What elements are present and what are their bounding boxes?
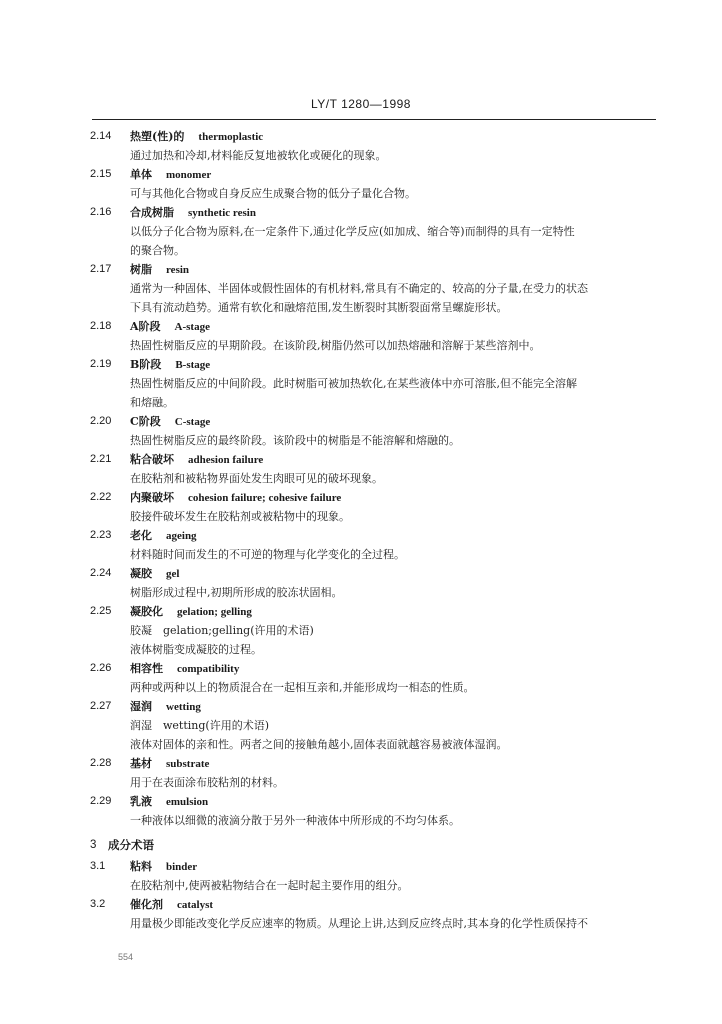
page-number: 554 [118, 952, 134, 962]
term-title [130, 317, 210, 337]
term-row [0, 697, 722, 716]
definition-row [0, 876, 722, 895]
term-english: ageing [166, 530, 197, 542]
definition-text: 在胶粘剂和被粘物界面处发生肉眼可见的破坏现象。 [130, 472, 383, 485]
term-title [130, 754, 209, 774]
term-english: thermoplastic [198, 131, 264, 143]
term-english: binder [166, 861, 198, 873]
term-chinese: 单体 [130, 168, 152, 181]
term-title [130, 857, 197, 877]
term-chinese: B阶段 [130, 358, 162, 371]
term-row [0, 602, 722, 621]
term-number: 2.20 [90, 415, 112, 427]
definition-text: 热固性树脂反应的中间阶段。此时树脂可被加热软化,在某些液体中亦可溶胀,但不能完全溶解 [130, 377, 577, 390]
definition-row [0, 184, 722, 203]
term-title [130, 355, 210, 375]
definition-text: 下具有流动趋势。通常有软化和融熔范围,发生断裂时其断裂面常呈螺旋形状。 [130, 301, 508, 314]
term-english: resin [166, 264, 190, 276]
term-chinese: 相容性 [130, 662, 163, 675]
term-chinese: 粘料 [130, 860, 152, 873]
definition-row [0, 393, 722, 412]
term-chinese: 催化剂 [130, 898, 163, 911]
definition-row [0, 914, 722, 933]
definition-row [0, 678, 722, 697]
term-list [0, 127, 722, 933]
term-chinese: 树脂 [130, 263, 152, 276]
term-chinese: 乳液 [130, 795, 152, 808]
term-number: 2.22 [90, 491, 112, 503]
definition-text: 在胶粘剂中,使两被粘物结合在一起时起主要作用的组分。 [130, 879, 409, 892]
term-title [130, 602, 252, 622]
term-number: 2.29 [90, 795, 112, 807]
term-row [0, 754, 722, 773]
term-row [0, 317, 722, 336]
definition-text: 热固性树脂反应的最终阶段。该阶段中的树脂是不能溶解和熔融的。 [130, 434, 460, 447]
term-row [0, 203, 722, 222]
definition-text: 胶接件破坏发生在胶粘剂或被粘物中的现象。 [130, 510, 350, 523]
definition-text: 的聚合物。 [130, 244, 185, 257]
term-english: emulsion [166, 796, 209, 808]
term-number: 2.14 [90, 130, 112, 142]
term-english: cohesion failure; cohesive failure [188, 492, 342, 504]
definition-text: 可与其他化合物或自身反应生成聚合物的低分子量化合物。 [130, 187, 416, 200]
term-title [130, 165, 211, 185]
term-number: 2.27 [90, 700, 112, 712]
term-english: synthetic resin [188, 207, 256, 219]
definition-text: 液体树脂变成凝胶的过程。 [130, 643, 262, 656]
definition-row [0, 773, 722, 792]
term-english: gelation; gelling [177, 606, 252, 618]
term-title [130, 260, 189, 280]
term-row [0, 450, 722, 469]
definition-text: 热固性树脂反应的早期阶段。在该阶段,树脂仍然可以加热熔融和溶解于某些溶剂中。 [130, 339, 541, 352]
term-title [130, 526, 197, 546]
term-title [130, 412, 210, 432]
term-number: 3.1 [90, 860, 106, 872]
term-number: 2.28 [90, 757, 112, 769]
term-english: compatibility [177, 663, 240, 675]
term-title [130, 450, 263, 470]
term-number: 2.26 [90, 662, 112, 674]
term-number: 2.17 [90, 263, 112, 275]
alternative-term: 润湿 wetting(许用的术语) [130, 719, 269, 732]
term-title [130, 203, 256, 223]
term-row [0, 564, 722, 583]
definition-text: 两种或两种以上的物质混合在一起相互亲和,并能形成均一相态的性质。 [130, 681, 475, 694]
term-chinese: 基材 [130, 757, 152, 770]
definition-row [0, 469, 722, 488]
section-number: 3 [90, 839, 97, 851]
definition-text: 通常为一种固体、半固体或假性固体的有机材料,常具有不确定的、较高的分子量,在受力的状态 [130, 282, 588, 295]
definition-text: 液体对固体的亲和性。两者之间的接触角越小,固体表面就越容易被液体湿润。 [130, 738, 508, 751]
term-number: 2.19 [90, 358, 112, 370]
term-row [0, 526, 722, 545]
term-row [0, 165, 722, 184]
definition-row [0, 431, 722, 450]
definition-row [0, 336, 722, 355]
alternative-term-row [0, 716, 722, 735]
term-english: wetting [166, 701, 201, 713]
definition-text: 和熔融。 [130, 396, 174, 409]
term-title [130, 488, 341, 508]
term-row [0, 355, 722, 374]
term-english: monomer [166, 169, 212, 181]
term-title [130, 127, 263, 147]
term-number: 2.24 [90, 567, 112, 579]
term-english: substrate [166, 758, 210, 770]
term-row [0, 127, 722, 146]
definition-text: 以低分子化合物为原料,在一定条件下,通过化学反应(如加成、缩合等)而制得的具有一定特性 [130, 225, 575, 238]
term-row [0, 792, 722, 811]
term-chinese: 老化 [130, 529, 152, 542]
definition-text: 材料随时间而发生的不可逆的物理与化学变化的全过程。 [130, 548, 405, 561]
term-chinese: 粘合破坏 [130, 453, 174, 466]
term-title [130, 564, 179, 584]
definition-row [0, 507, 722, 526]
definition-row [0, 222, 722, 241]
definition-text: 一种液体以细微的液滴分散于另外一种液体中所形成的不均匀体系。 [130, 814, 460, 827]
term-chinese: 凝胶化 [130, 605, 163, 618]
term-number: 3.2 [90, 898, 106, 910]
header-rule [92, 119, 656, 120]
term-number: 2.25 [90, 605, 112, 617]
definition-row [0, 811, 722, 830]
term-row [0, 412, 722, 431]
term-english: C-stage [174, 416, 211, 428]
term-number: 2.21 [90, 453, 112, 465]
alternative-term-row [0, 621, 722, 640]
section-heading [0, 830, 722, 857]
term-chinese: 凝胶 [130, 567, 152, 580]
term-number: 2.18 [90, 320, 112, 332]
definition-row [0, 640, 722, 659]
term-chinese: A阶段 [130, 320, 161, 333]
term-title [130, 659, 239, 679]
definition-row [0, 374, 722, 393]
term-chinese: 湿润 [130, 700, 152, 713]
definition-row [0, 298, 722, 317]
definition-row [0, 241, 722, 260]
definition-row [0, 545, 722, 564]
definition-text: 用量极少即能改变化学反应速率的物质。从理论上讲,达到反应终点时,其本身的化学性质保持不 [130, 917, 588, 930]
definition-row [0, 735, 722, 754]
section-title: 成分术语 [108, 838, 154, 852]
term-row [0, 659, 722, 678]
definition-row [0, 583, 722, 602]
term-english: A-stage [174, 321, 210, 333]
term-english: B-stage [175, 359, 211, 371]
definition-text: 树脂形成过程中,初期所形成的胶冻状固相。 [130, 586, 343, 599]
term-number: 2.23 [90, 529, 112, 541]
term-title [130, 697, 201, 717]
term-title [130, 792, 208, 812]
term-english: gel [166, 568, 180, 580]
term-row [0, 488, 722, 507]
term-row [0, 895, 722, 914]
term-chinese: C阶段 [130, 415, 161, 428]
term-number: 2.16 [90, 206, 112, 218]
term-english: adhesion failure [188, 454, 264, 466]
definition-row [0, 146, 722, 165]
definition-text: 用于在表面涂布胶粘剂的材料。 [130, 776, 284, 789]
term-chinese: 内聚破坏 [130, 491, 174, 504]
definition-text: 通过加热和冷却,材料能反复地被软化或硬化的现象。 [130, 149, 387, 162]
term-number: 2.15 [90, 168, 112, 180]
standard-header: LY/T 1280—1998 [311, 97, 411, 111]
alternative-term: 胶凝 gelation;gelling(许用的术语) [130, 624, 314, 637]
definition-row [0, 279, 722, 298]
term-title [130, 895, 213, 915]
term-chinese: 热塑(性)的 [130, 130, 185, 143]
term-chinese: 合成树脂 [130, 206, 174, 219]
term-row [0, 260, 722, 279]
term-english: catalyst [177, 899, 214, 911]
term-row [0, 857, 722, 876]
